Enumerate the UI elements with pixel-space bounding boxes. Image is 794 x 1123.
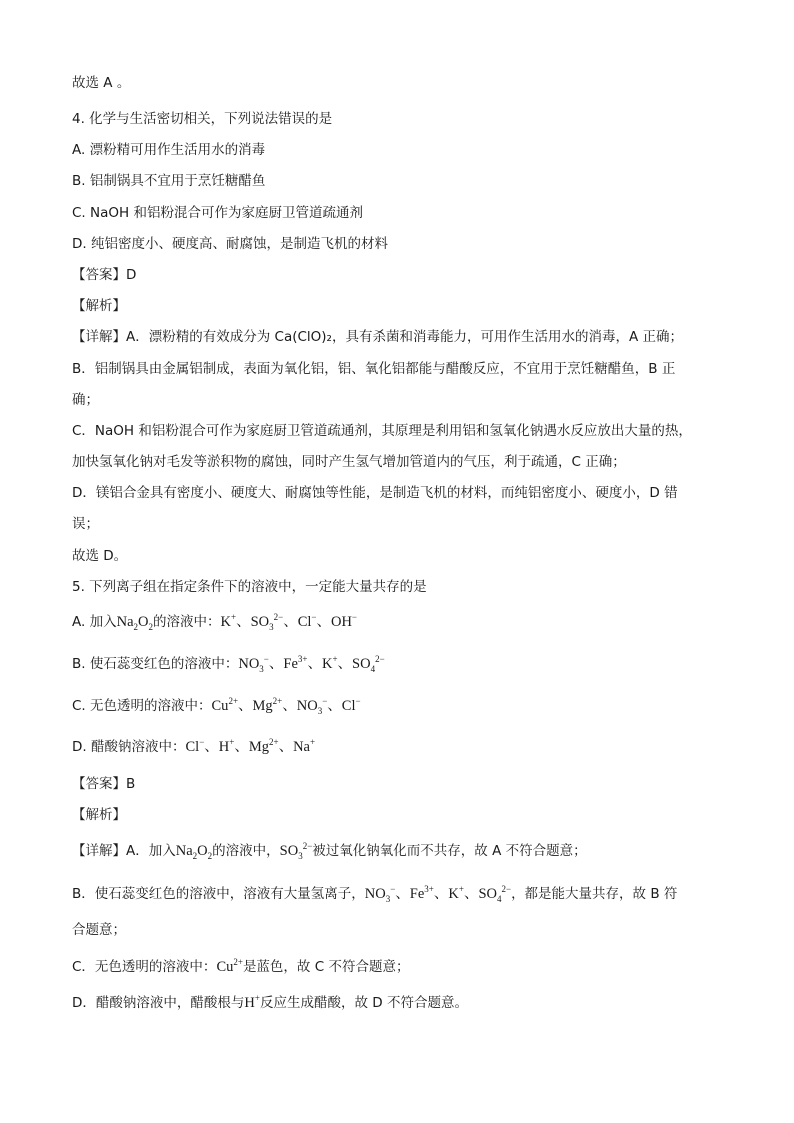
ion-hydrogen: H+ — [244, 993, 260, 1011]
analysis-label: 【解析】 — [72, 298, 126, 314]
ion-list: $NO_3^-$、$Fe^{3+}$、K+、$SO_4^{2-}$ — [238, 654, 385, 674]
explanation-line: D．镁铝合金具有密度小、硬度大、耐腐蚀等性能，是制造飞机的材料，而纯铝密度小、硬度小，D 错 — [72, 485, 678, 501]
question-4-option-c: C. NaOH 和铝粉混合可作为家庭厨卫管道疏通剂 — [72, 205, 363, 221]
option-text: B. 使石蕊变红色的溶液中： — [72, 656, 239, 672]
answer-label: 【答案】D — [72, 267, 137, 283]
question-4-option-a: A. 漂粉精可用作生活用水的消毒 — [72, 142, 266, 158]
paragraph-line: 故选 A 。 — [72, 75, 131, 91]
question-4-option-b: B. 铝制锅具不宜用于烹饪糖醋鱼 — [72, 173, 266, 189]
ion-sulfite: $SO_3^{2-}$ — [279, 841, 313, 861]
option-text: D. 醋酸钠溶液中： — [72, 739, 186, 755]
analysis-label: 【解析】 — [72, 807, 126, 823]
formula-na2o2: $Na_2O_2$ — [116, 614, 153, 632]
question-5-option-b — [72, 654, 385, 674]
question-5-option-c — [72, 696, 361, 716]
explanation-line: 【详解】A．漂粉精的有效成分为 Ca(ClO)₂，具有杀菌和消毒能力，可用作生活用水的消毒，A 正确； — [72, 329, 683, 345]
ion-copper: $Cu^{2+}$ — [216, 957, 243, 975]
explanation-line: C．NaOH 和铝粉混合可作为家庭厨卫管道疏通剂，其原理是利用铝和氢氧化钠遇水反应放出大量的热， — [72, 423, 692, 439]
explanation-line: B．使石蕊变红色的溶液中，溶液有大量氢离子，$NO_3^-$、$Fe^{3+}$、K+、$SO_4^{2-}$，都是能大量共存，故 B 符 — [72, 884, 678, 904]
explanation-line: 误； — [72, 516, 99, 532]
explanation-line: B．铝制锅具由金属铝制成，表面为氧化铝，铝、氧化铝都能与醋酸反应，不宜用于烹饪糖醋鱼，B 正 — [72, 361, 676, 377]
option-text: 的溶液中： — [153, 614, 221, 630]
option-text: A. 加入 — [72, 614, 117, 630]
explanation-line: 加快氢氧化钠对毛发等淤积物的腐蚀，同时产生氢气增加管道内的气压，利于疏通，C 正确； — [72, 454, 626, 470]
explanation-line: 【详解】A．加入$Na_2O_2$的溶液中，$SO_3^{2-}$被过氧化钠氧化而不共存，故 A 不符合题意； — [72, 841, 587, 861]
answer-label: 【答案】B — [72, 776, 136, 792]
question-4-option-d: D. 纯铝密度小、硬度高、耐腐蚀，是制造飞机的材料 — [72, 236, 388, 252]
formula-na2o2: $Na_2O_2$ — [175, 843, 213, 861]
explanation-line: 合题意； — [72, 922, 126, 938]
question-5-stem: 5. 下列离子组在指定条件下的溶液中，一定能大量共存的是 — [72, 579, 427, 595]
explanation-line: D．醋酸钠溶液中，醋酸根与H+反应生成醋酸，故 D 不符合题意。 — [72, 993, 468, 1011]
question-5-option-a — [72, 612, 357, 632]
explanation-line: 确； — [72, 392, 99, 408]
question-4-stem: 4. 化学与生活密切相关，下列说法错误的是 — [72, 111, 333, 127]
ion-list: $NO_3^-$、$Fe^{3+}$、K+、$SO_4^{2-}$ — [364, 884, 512, 904]
option-text: C. 无色透明的溶液中： — [72, 698, 212, 714]
ion-list: K+、$SO_3^{2-}$、Cl−、OH− — [220, 612, 357, 632]
ion-list: Cl−、H+、$Mg^{2+}$、Na+ — [185, 737, 316, 755]
question-5-option-d — [72, 737, 315, 757]
explanation-line: 故选 D。 — [72, 548, 128, 564]
explanation-line: C．无色透明的溶液中：$Cu^{2+}$是蓝色，故 C 不符合题意； — [72, 957, 410, 975]
ion-list: $Cu^{2+}$、$Mg^{2+}$、$NO_3^-$、Cl− — [211, 696, 361, 716]
